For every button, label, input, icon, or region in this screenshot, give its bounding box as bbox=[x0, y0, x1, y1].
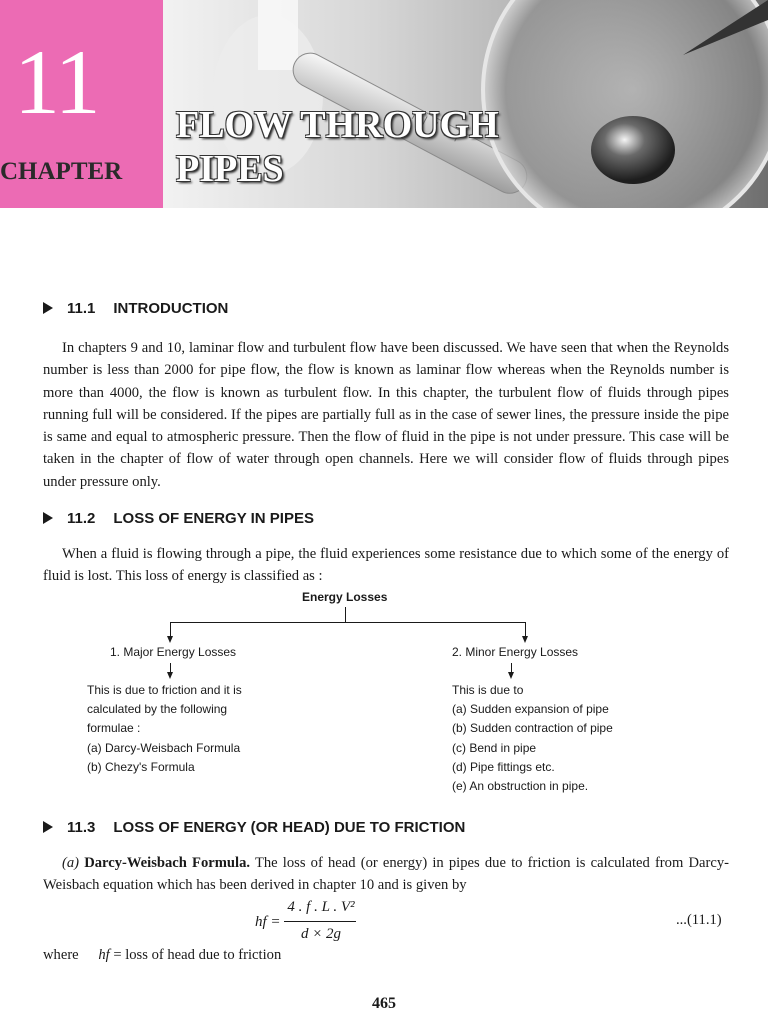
where-text: = loss of head due to friction bbox=[113, 947, 282, 963]
play-arrow-icon bbox=[43, 512, 53, 524]
formula-name: Darcy-Weisbach Formula. bbox=[84, 855, 251, 871]
where-line bbox=[43, 947, 281, 964]
loss-of-energy-paragraph: When a fluid is flowing through a pipe, the fluid experiences some resistance due to which some of the energy of fluid is lost. This loss of energy is classified as : bbox=[43, 546, 729, 585]
chapter-header bbox=[0, 0, 768, 208]
chapter-number: 11 bbox=[14, 31, 99, 133]
chapter-title-line2: PIPES bbox=[176, 148, 284, 190]
diagram-major-list bbox=[87, 681, 242, 777]
fraction-bar bbox=[284, 921, 356, 922]
section-number: 11.3 bbox=[67, 819, 96, 836]
list-item: (d) Pipe fittings etc. bbox=[452, 759, 555, 774]
play-arrow-icon bbox=[43, 821, 53, 833]
paragraph-text: The loss of head (or energy) in pipes due to friction is calculated from Darcy-Weisbach equation which has been derived in chapter 10 and is given by bbox=[43, 855, 729, 894]
section-number: 11.1 bbox=[67, 300, 96, 317]
list-item: (c) Bend in pipe bbox=[452, 740, 537, 755]
friction-paragraph bbox=[43, 852, 729, 897]
diagram-root: Energy Losses bbox=[302, 590, 388, 604]
equation-number: ...(11.1) bbox=[676, 912, 722, 928]
arrow-down-icon bbox=[167, 636, 173, 643]
where-symbol: hf bbox=[98, 947, 110, 963]
formula-numerator: 4 . f . L . V² bbox=[287, 899, 355, 915]
list-item: This is due to bbox=[452, 683, 524, 697]
section-title: INTRODUCTION bbox=[113, 300, 229, 317]
chapter-label: CHAPTER bbox=[0, 158, 123, 185]
section-title: LOSS OF ENERGY (OR HEAD) DUE TO FRICTION bbox=[113, 819, 466, 836]
diagram-connector bbox=[525, 622, 526, 636]
diagram-connector bbox=[345, 607, 346, 622]
list-item: formulae : bbox=[87, 721, 141, 736]
section-heading-loss-of-energy bbox=[43, 510, 314, 527]
arrow-down-icon bbox=[508, 672, 514, 679]
arrow-down-icon bbox=[167, 672, 173, 679]
section-number: 11.2 bbox=[67, 510, 96, 527]
page-number: 465 bbox=[372, 995, 396, 1012]
section-heading-friction-loss bbox=[43, 819, 465, 836]
play-arrow-icon bbox=[43, 302, 53, 314]
chapter-title bbox=[176, 103, 499, 191]
chapter-title-line1: FLOW THROUGH bbox=[176, 104, 499, 146]
list-item: calculated by the following bbox=[87, 702, 228, 717]
list-item: (a) Darcy-Weisbach Formula bbox=[87, 740, 241, 755]
list-item: (a) Sudden expansion of pipe bbox=[452, 702, 609, 717]
arrow-down-icon bbox=[522, 636, 528, 643]
diagram-connector bbox=[170, 622, 526, 623]
diagram-connector bbox=[170, 622, 171, 636]
list-item: This is due to friction and it is bbox=[87, 683, 242, 697]
introduction-paragraph: In chapters 9 and 10, laminar flow and turbulent flow have been discussed. We have seen that when the Reynolds number is less than 2000 for pipe flow, the flow is known as laminar flow whereas when the Reynolds number is more than 4000, the flow is known as turbulent flow. In this chapter, the turbulent flow of fluids through pipes running full will be considered. If the pipes are partially full as in the case of sewer lines, the pressure inside the pipe is same and equal to atmospheric pressure. Then the flow of fluid in the pipe is not under pressure. This case will be taken in the chapter of flow of water through open channels. Here we will consider flow of fluids through pipes under pressure only. bbox=[43, 340, 729, 490]
item-marker: (a) bbox=[62, 855, 80, 871]
diagram-minor-title: 2. Minor Energy Losses bbox=[452, 645, 579, 659]
section-title: LOSS OF ENERGY IN PIPES bbox=[113, 510, 314, 527]
list-item: (b) Sudden contraction of pipe bbox=[452, 721, 613, 736]
diagram-major-title: 1. Major Energy Losses bbox=[110, 645, 237, 659]
formula-denominator: d × 2g bbox=[300, 926, 342, 942]
where-prefix: where bbox=[43, 947, 79, 963]
section-heading-introduction bbox=[43, 300, 228, 317]
diagram-minor-list bbox=[452, 681, 613, 796]
formula-lhs: hf = bbox=[255, 914, 281, 930]
list-item: (b) Chezy's Formula bbox=[87, 759, 195, 774]
list-item: (e) An obstruction in pipe. bbox=[452, 778, 589, 793]
